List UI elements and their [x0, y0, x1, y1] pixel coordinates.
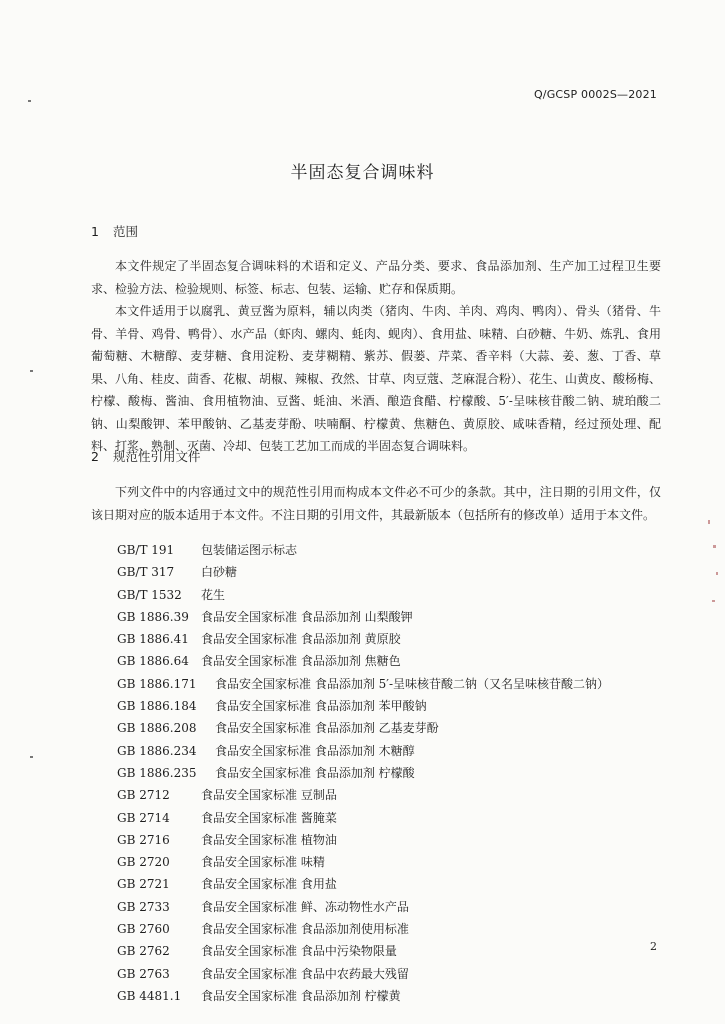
- reference-name: 食品安全国家标准 食品添加剂 5′-呈味核苷酸二钠（又名呈味核苷酸二钠）: [215, 676, 610, 691]
- reference-name: 食品安全国家标准 食品中污染物限量: [201, 944, 397, 959]
- reference-name: 食品安全国家标准 食品添加剂 柠檬黄: [201, 988, 401, 1003]
- section-title: 范围: [113, 224, 139, 239]
- reference-item: [117, 784, 677, 806]
- reference-code: GB 2733: [117, 899, 170, 914]
- document-title: 半固态复合调味料: [290, 163, 435, 183]
- scan-speck: [716, 572, 718, 575]
- reference-code: GB 2762: [117, 944, 170, 959]
- reference-code: GB 1886.171: [117, 676, 197, 691]
- section-title: 规范性引用文件: [113, 449, 201, 464]
- reference-name: 食品安全国家标准 食品添加剂 黄原胶: [201, 632, 401, 647]
- reference-code: GB 2763: [117, 966, 170, 981]
- reference-code: GB 1886.234: [117, 743, 197, 758]
- reference-item: [117, 695, 677, 717]
- reference-item: [117, 606, 677, 628]
- reference-name: 食品安全国家标准 味精: [201, 855, 325, 870]
- reference-code: GB 1886.235: [117, 765, 197, 780]
- reference-item: [117, 762, 677, 784]
- reference-code: GB 2760: [117, 922, 170, 937]
- section-heading-normative-references: [91, 447, 201, 465]
- scan-speck: [28, 100, 31, 102]
- reference-item: [117, 851, 677, 873]
- reference-code: GB 2721: [117, 877, 170, 892]
- reference-item: [117, 673, 677, 695]
- scan-speck: [713, 545, 716, 548]
- reference-name: 食品安全国家标准 鲜、冻动物性水产品: [201, 899, 409, 914]
- reference-code: GB 2714: [117, 810, 170, 825]
- reference-code: GB 1886.41: [117, 632, 189, 647]
- reference-item: [117, 628, 677, 650]
- reference-item: [117, 717, 677, 739]
- reference-code: GB 2720: [117, 855, 170, 870]
- reference-name: 食品安全国家标准 食品中农药最大残留: [201, 966, 409, 981]
- reference-code: GB 2716: [117, 832, 170, 847]
- reference-item: [117, 940, 677, 962]
- section-number: 2: [91, 449, 99, 464]
- reference-code: GB 1886.64: [117, 654, 189, 669]
- reference-list: [117, 539, 677, 1007]
- section-number: 1: [91, 224, 99, 239]
- reference-item: [117, 985, 677, 1007]
- scan-speck: [712, 600, 715, 602]
- reference-item: [117, 918, 677, 940]
- reference-name: 包装储运图示标志: [201, 543, 298, 557]
- reference-code: GB/T 191: [117, 543, 175, 557]
- reference-code: GB 4481.1: [117, 988, 182, 1003]
- reference-code: GB 1886.184: [117, 699, 197, 714]
- reference-name: 食品安全国家标准 食品添加剂 焦糖色: [201, 654, 401, 669]
- reference-code: GB 1886.208: [117, 721, 197, 736]
- reference-item: [117, 539, 677, 561]
- reference-code: GB 2712: [117, 788, 170, 803]
- reference-item: [117, 650, 677, 672]
- paragraph: 下列文件中的内容通过文中的规范性引用而构成本文件必不可少的条款。其中，注日期的引用文件，仅该日期对应的版本适用于本文件。不注日期的引用文件，其最新版本（包括所有的修改单）适用于本文件。: [91, 485, 661, 522]
- scan-speck: [30, 370, 33, 372]
- reference-name: 食品安全国家标准 食用盐: [201, 877, 337, 892]
- scan-speck: [708, 520, 710, 524]
- reference-item: [117, 896, 677, 918]
- reference-name: 食品安全国家标准 豆制品: [201, 788, 337, 803]
- reference-item: [117, 807, 677, 829]
- reference-name: 食品安全国家标准 食品添加剂 山梨酸钾: [201, 609, 413, 624]
- reference-item: [117, 963, 677, 985]
- reference-item: [117, 740, 677, 762]
- reference-name: 食品安全国家标准 食品添加剂使用标准: [201, 922, 409, 937]
- reference-code: GB 1886.39: [117, 609, 189, 624]
- reference-item: [117, 829, 677, 851]
- reference-name: 花生: [201, 587, 226, 602]
- paragraph: 本文件规定了半固态复合调味料的术语和定义、产品分类、要求、食品添加剂、生产加工过程卫生要求、检验方法、检验规则、标签、标志、包装、运输、贮存和保质期。: [91, 259, 661, 296]
- scan-speck: [30, 756, 33, 758]
- reference-name: 食品安全国家标准 食品添加剂 乙基麦芽酚: [215, 721, 439, 736]
- reference-name: 白砂糖: [201, 565, 238, 580]
- reference-name: 食品安全国家标准 食品添加剂 木糖醇: [215, 743, 415, 758]
- reference-item: [117, 584, 677, 606]
- page-number: 2: [650, 940, 657, 953]
- document-code: Q/GCSP 0002S—2021: [533, 88, 657, 101]
- reference-code: GB/T 317: [117, 565, 175, 580]
- reference-item: [117, 873, 677, 895]
- reference-name: 食品安全国家标准 食品添加剂 柠檬酸: [215, 765, 415, 780]
- reference-name: 食品安全国家标准 植物油: [201, 832, 337, 847]
- reference-name: 食品安全国家标准 食品添加剂 苯甲酸钠: [215, 699, 427, 714]
- paragraph: 本文件适用于以腐乳、黄豆酱为原料，辅以肉类（猪肉、牛肉、羊肉、鸡肉、鸭肉）、骨头（猪骨、牛骨、羊骨、鸡骨、鸭骨）、水产品（虾肉、螺肉、蚝肉、蚬肉）、食用盐、味精、白砂糖、牛奶、炼乳、食用葡萄糖、木糖醇、麦芽糖、食用淀粉、麦芽糊精、紫苏、假蒌、芹菜、香辛料（大蒜、姜、葱、丁香、草果、八角、桂皮、茴香、花椒、胡椒、辣椒、孜然、甘草、肉豆蔻、芝麻混合粉）、花生、山黄皮、酸杨梅、柠檬、酸梅、酱油、食用植物油、豆酱、蚝油、米酒、酿造食醋、柠檬酸、5′-呈味核苷酸二钠、琥珀酸二钠、山梨酸钾、苯甲酸钠、乙基麦芽酚、呋喃酮、柠檬黄、焦糖色、黄原胶、咸味香精，经过预处理、配料、打浆、熟制、灭菌、冷却、包装工艺加工而成的半固态复合调味料。: [91, 304, 662, 453]
- reference-item: [117, 561, 677, 583]
- section-heading-scope: [91, 222, 138, 240]
- reference-name: 食品安全国家标准 酱腌菜: [201, 810, 337, 825]
- reference-code: GB/T 1532: [117, 587, 182, 602]
